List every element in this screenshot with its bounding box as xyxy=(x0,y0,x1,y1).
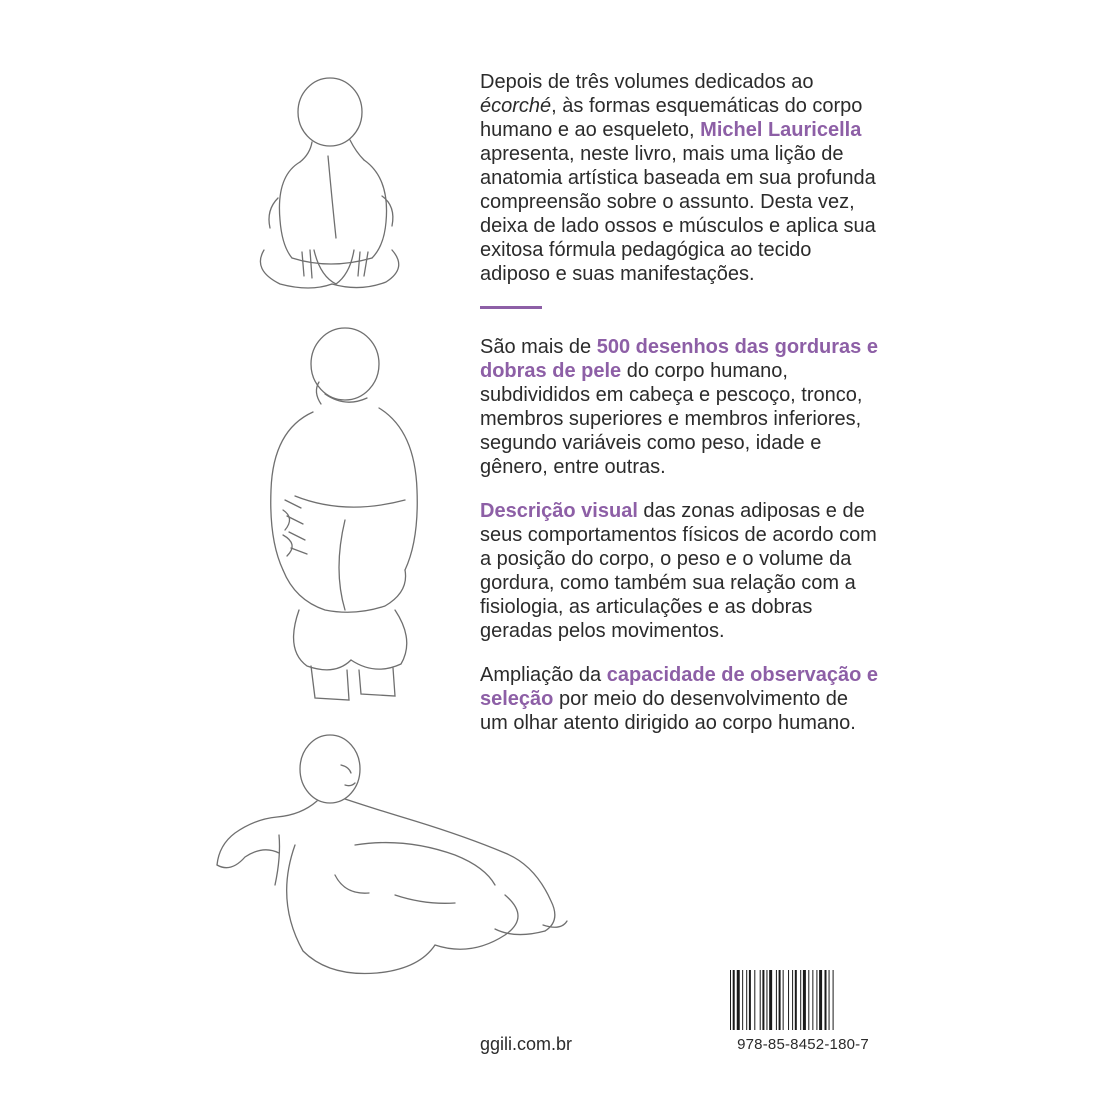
sketch-standing-figure xyxy=(255,320,435,710)
barcode-bar xyxy=(754,970,755,1030)
observation-highlight: capacidade de observação e seleção xyxy=(480,664,878,710)
publisher-url: ggili.com.br xyxy=(480,1034,573,1054)
barcode-bar xyxy=(803,970,806,1030)
barcode-bar xyxy=(762,970,764,1030)
isbn-barcode xyxy=(728,970,878,1053)
observation-paragraph: Ampliação da capacidade de observação e seleção por meio do desenvolvimento de um olhar atento dirigido ao corpo humano. xyxy=(480,664,878,734)
barcode-bar xyxy=(795,970,797,1030)
barcode-bar xyxy=(760,970,761,1030)
ecorche-term: écorché xyxy=(480,95,552,117)
visual-description-paragraph: Descrição visual das zonas adiposas e de seus comportamentos físicos de acordo com a posição do corpo, o peso e o volume da gordura, como também sua relação com a fisiologia, as articulações e as dobras geradas pelos movimentos. xyxy=(480,500,877,642)
barcode-bar xyxy=(783,970,784,1030)
barcode-bar xyxy=(829,970,830,1030)
barcode-bar xyxy=(800,970,801,1030)
barcode-bar xyxy=(749,970,751,1030)
description-column xyxy=(480,70,880,755)
sketch-seated-baby xyxy=(240,70,420,300)
intro-paragraph: Depois de três volumes dedicados ao écorché, às formas esquemáticas do corpo humano e ao esqueleto, Michel Lauricella apresenta, neste livro, mais uma lição de anatomia artística baseada em sua profunda compreensão sobre o assunto. Desta vez, deixa de lado ossos e músculos e aplica sua exitosa fórmula pedagógica ao tecido adiposo e suas manifestações. xyxy=(480,71,876,285)
isbn-number: 978-85-8452-180-7 xyxy=(737,1036,869,1053)
barcode-bar xyxy=(746,970,747,1030)
drawings-highlight: 500 desenhos das gorduras e dobras de pele xyxy=(480,336,878,382)
barcode-bar xyxy=(819,970,822,1030)
barcode-bar xyxy=(792,970,793,1030)
author-name: Michel Lauricella xyxy=(700,119,862,141)
barcode-graphic xyxy=(728,970,878,1030)
barcode-bar xyxy=(816,970,817,1030)
barcode-bar xyxy=(730,970,731,1030)
barcode-bar xyxy=(737,970,740,1030)
barcode-bar xyxy=(769,970,772,1030)
sketch-reclining-figure xyxy=(205,725,585,985)
barcode-bar xyxy=(788,970,789,1030)
drawings-paragraph: São mais de 500 desenhos das gorduras e dobras de pele do corpo humano, subdivididos em cabeça e pescoço, tronco, membros superiores e membros inferiores, segundo variáveis como peso, idade e gênero, entre outras. xyxy=(480,336,878,478)
barcode-bar xyxy=(779,970,781,1030)
barcode-bar xyxy=(733,970,735,1030)
barcode-bar xyxy=(812,970,813,1030)
barcode-bar xyxy=(833,970,834,1030)
barcode-bar xyxy=(742,970,743,1030)
section-divider xyxy=(480,306,542,309)
barcode-bar xyxy=(766,970,767,1030)
barcode-bar xyxy=(808,970,809,1030)
barcode-bar xyxy=(776,970,777,1030)
barcode-bar xyxy=(825,970,827,1030)
visual-description-highlight: Descrição visual xyxy=(480,500,638,522)
